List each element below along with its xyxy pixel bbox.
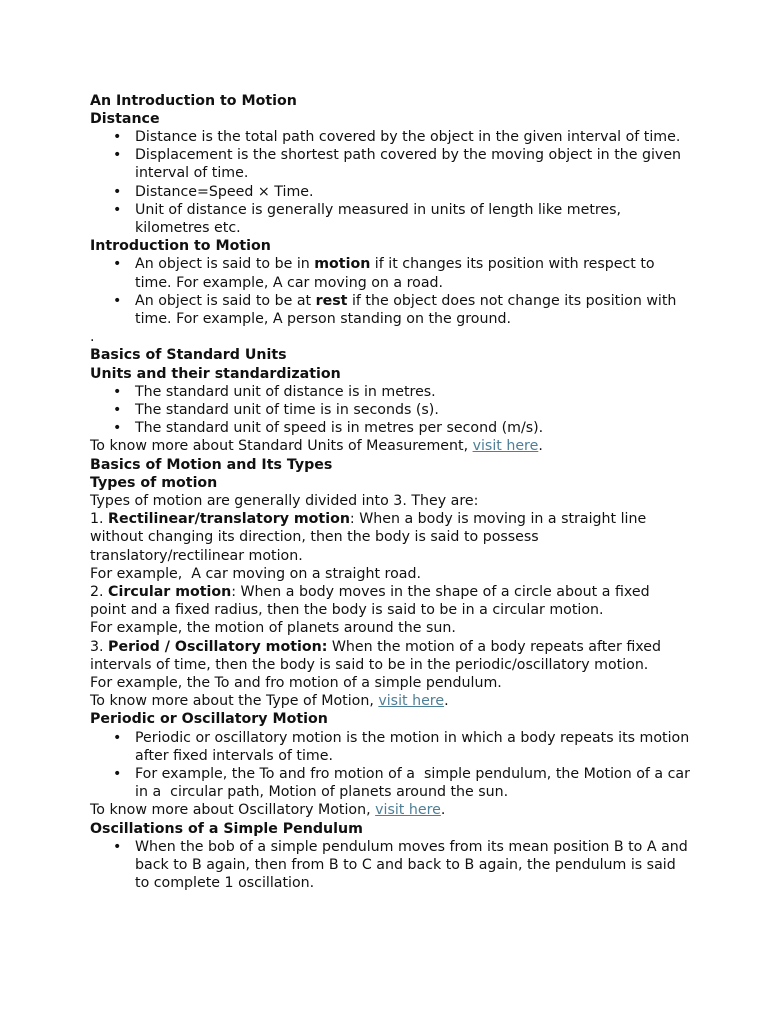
- types-more-line: [90, 692, 690, 710]
- periodic-visit-link[interactable]: visit here: [375, 802, 441, 819]
- text: 3.: [90, 638, 109, 655]
- term-oscillatory: Period / Oscillatory motion:: [108, 638, 328, 655]
- list-item-motion: [135, 255, 690, 291]
- pendulum-list: [90, 838, 690, 893]
- list-item: • Unit of distance is generally measured in units of length like metres, kilometres etc.: [135, 201, 690, 237]
- example-circular: For example, the motion of planets around the sun.: [90, 620, 456, 637]
- list-item: • Distance=Speed × Time.: [135, 183, 690, 201]
- list-item-rest: [135, 292, 690, 328]
- list-item: • Periodic or oscillatory motion is the motion in which a body repeats its motion after fixed intervals of time.: [135, 729, 690, 765]
- subheading-types-of-motion: Types of motion: [90, 474, 218, 491]
- list-item: • When the bob of a simple pendulum moves from its mean position B to A and back to B again, then from B to C and back to B again, the pendulum is said to complete 1 oscillation.: [135, 838, 690, 893]
- list-item: • The standard unit of time is in seconds (s).: [135, 401, 690, 419]
- text: An object is said to be at: [135, 292, 316, 309]
- heading-pendulum-oscillations: Oscillations of a Simple Pendulum: [90, 820, 363, 837]
- list-item: • For example, the To and fro motion of a simple pendulum, the Motion of a car in a circular path, Motion of planets around the sun.: [135, 765, 690, 801]
- list-item: • Distance is the total path covered by the object in the given interval of time.: [135, 128, 690, 146]
- document-title: An Introduction to Motion: [90, 92, 297, 109]
- units-more-line: [90, 437, 690, 455]
- example-oscillatory: For example, the To and fro motion of a simple pendulum.: [90, 675, 502, 691]
- heading-motion-types: Basics of Motion and Its Types: [90, 456, 333, 473]
- term-motion: motion: [314, 256, 371, 273]
- motion-list: [90, 255, 690, 328]
- text: When the motion of a body repeats after fixed intervals of time, then the body is said to be in the periodic/oscillatory motion.: [90, 638, 661, 673]
- text: 1.: [90, 511, 109, 528]
- text: .: [538, 438, 543, 455]
- text: To know more about Standard Units of Measurement,: [90, 438, 473, 455]
- text: if it changes its position with respect to time. For example, A car moving on a road.: [135, 256, 655, 291]
- list-item: • The standard unit of speed is in metres per second (m/s).: [135, 419, 690, 437]
- text: if the object does not change its position with time. For example, A person standing on the ground.: [135, 292, 677, 327]
- text: : When a body is moving in a straight line without changing its direction, then the body is said to possess translatory/rectilinear motion.: [90, 511, 647, 564]
- text: .: [440, 802, 446, 819]
- heading-distance: Distance: [90, 110, 160, 127]
- units-visit-link[interactable]: visit here: [472, 438, 539, 455]
- text: .: [444, 693, 449, 710]
- document-body: [90, 92, 690, 893]
- term-rest: rest: [315, 292, 348, 309]
- heading-introduction-to-motion: Introduction to Motion: [90, 238, 271, 255]
- distance-list: [90, 128, 690, 237]
- term-circular: Circular motion: [108, 583, 232, 600]
- text: To know more about Oscillatory Motion,: [90, 802, 376, 819]
- text: : When a body moves in the shape of a circle about a fixed point and a fixed radius, then the body is said to be in a circular motion.: [90, 583, 650, 619]
- stray-period: .: [90, 329, 95, 346]
- example-rectilinear: For example, A car moving on a straight road.: [90, 565, 421, 582]
- text: An object is said to be in: [135, 256, 315, 273]
- subheading-units-standardization: Units and their standardization: [90, 365, 341, 382]
- units-list: [90, 383, 690, 438]
- periodic-more-line: [90, 801, 690, 819]
- type-oscillatory: [90, 638, 690, 674]
- periodic-list: [90, 729, 690, 802]
- text: 2.: [90, 583, 109, 600]
- list-item: • Displacement is the shortest path covered by the moving object in the given interval of time.: [135, 146, 690, 182]
- heading-standard-units: Basics of Standard Units: [90, 347, 287, 364]
- list-item: • The standard unit of distance is in metres.: [135, 383, 690, 401]
- type-circular: [90, 583, 690, 619]
- text: To know more about the Type of Motion,: [90, 693, 379, 710]
- heading-periodic-motion: Periodic or Oscillatory Motion: [90, 711, 328, 728]
- types-intro: Types of motion are generally divided into 3. They are:: [90, 492, 479, 509]
- term-rectilinear: Rectilinear/translatory motion: [108, 511, 350, 528]
- type-rectilinear: [90, 510, 690, 565]
- types-visit-link[interactable]: visit here: [378, 693, 445, 710]
